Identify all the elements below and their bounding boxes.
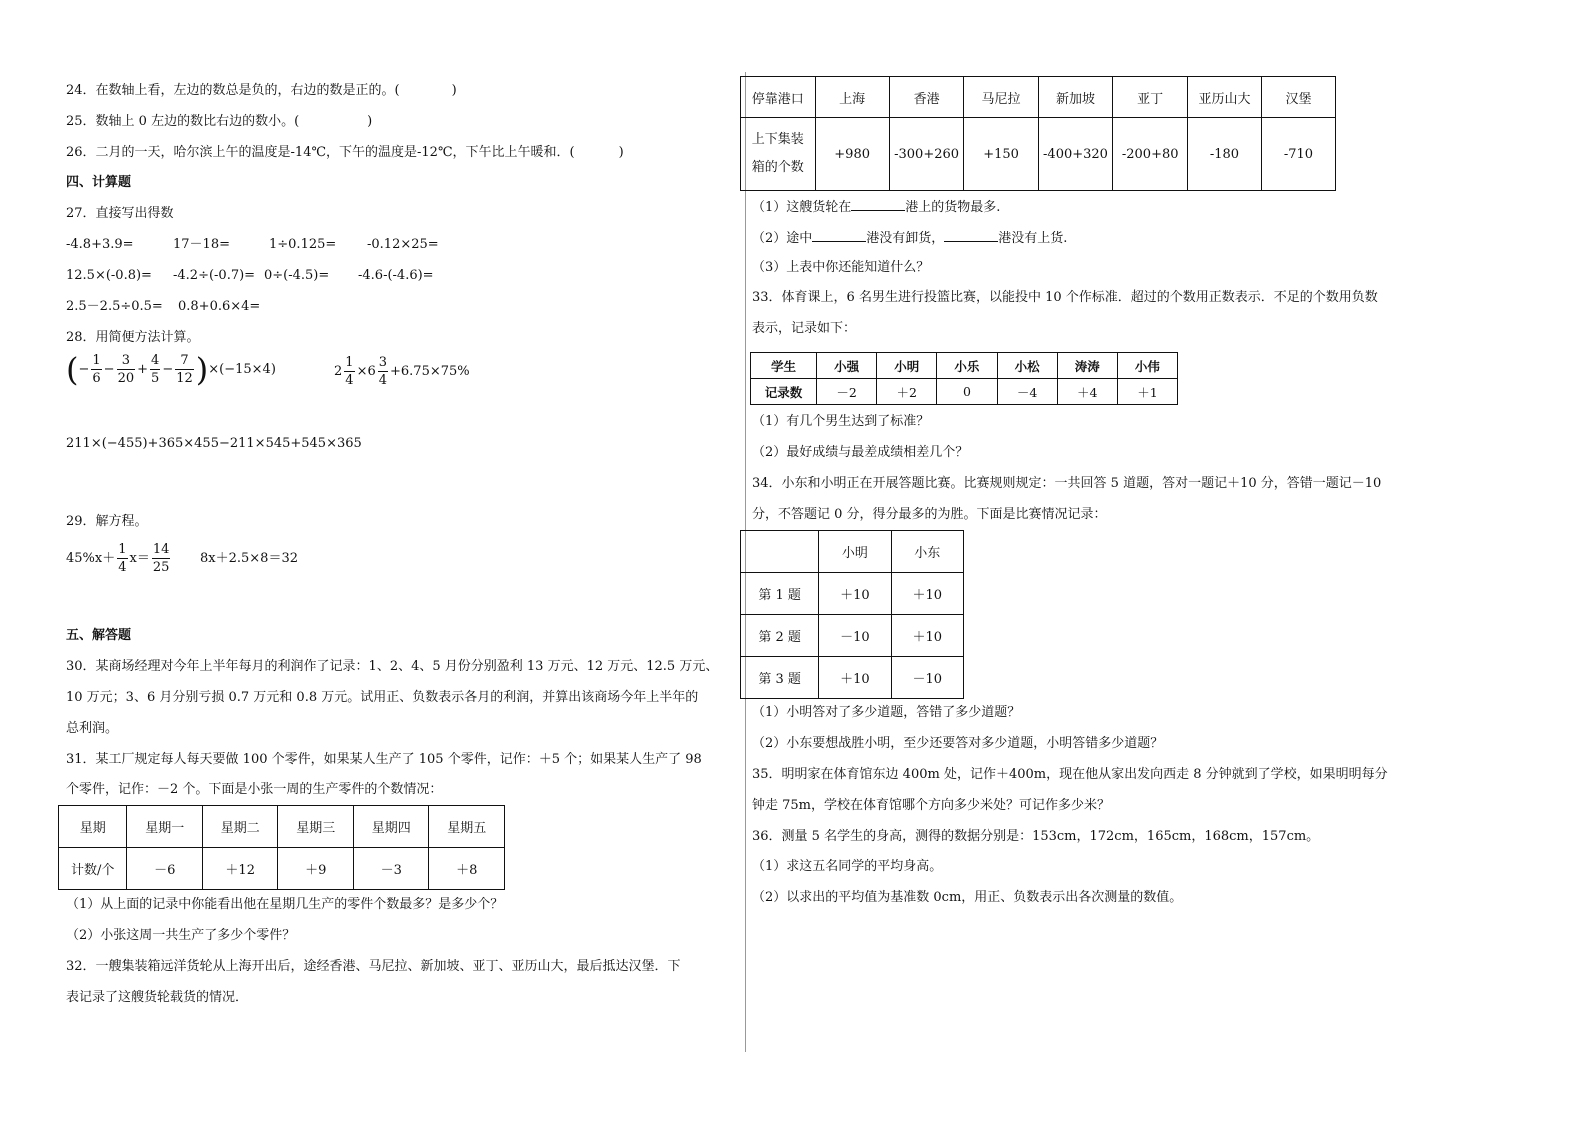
question-34-sub-1: （1）小明答对了多少道题，答错了多少道题？ [752, 705, 1021, 720]
table-cell: 计数/个 [59, 848, 127, 890]
question-29: 29．解方程。 [66, 514, 148, 529]
question-34-line: 34．小东和小明正在开展答题比赛。比赛规则规定：一共回答 5 道题，答对一题记＋10 分，答错一题记－10 [752, 476, 1382, 491]
table-cell: -180 [1187, 118, 1261, 191]
question-32-sub-3: （3）上表中你还能知道什么？ [752, 260, 930, 275]
question-27: 27．直接写出得数 [66, 206, 174, 221]
q27-item: 0.8+0.6×4= [178, 299, 261, 314]
table-cell: －3 [353, 848, 429, 890]
table-cell: 上海 [815, 77, 889, 118]
question-34-sub-2: （2）小东要想战胜小明，至少还要答对多少道题，小明答错多少道题？ [752, 736, 1164, 751]
q33-basketball-table [750, 352, 1178, 405]
question-33-sub-2: （2）最好成绩与最差成绩相差几个？ [752, 445, 969, 460]
q29-equation-1: 45%x＋ $\frac{1}{4}$ x＝ $\frac{14}{25}$ [66, 542, 170, 575]
table-cell: 上下集装 箱的个数 [741, 118, 816, 191]
table-cell: 小松 [997, 353, 1057, 379]
q27-item: 1÷0.125= [269, 237, 337, 252]
table-cell: ＋10 [819, 573, 891, 615]
table-row [741, 77, 1336, 118]
q28-expression-3: 211×(−455)+365×455−211×545+545×365 [66, 436, 362, 451]
question-24: 24．在数轴上看，左边的数总是负的，右边的数是正的。( ) [66, 83, 457, 98]
question-32-sub-1: （1）这艘货轮在 港上的货物最多. [752, 196, 1000, 218]
table-cell: 0 [937, 379, 997, 405]
table-cell: -200+80 [1113, 118, 1188, 191]
q31-production-table [58, 805, 505, 890]
table-cell: －10 [819, 615, 891, 657]
question-28: 28．用简便方法计算。 [66, 330, 200, 345]
q27-item: -0.12×25= [367, 237, 439, 252]
table-row [741, 118, 1336, 191]
table-cell: －10 [891, 657, 963, 699]
question-30-line: 10 万元；3、6 月分别亏损 0.7 万元和 0.8 万元。试用正、负数表示各月的利润，并算出该商场今年上半年的 [66, 690, 699, 705]
table-cell: 星期五 [429, 806, 505, 848]
q27-item: 12.5×(-0.8)= [66, 268, 152, 283]
table-cell: +150 [964, 118, 1038, 191]
section-heading-calc: 四、计算题 [66, 175, 132, 190]
table-cell: 涛涛 [1057, 353, 1117, 379]
table-cell: -710 [1261, 118, 1335, 191]
table-cell: ＋9 [278, 848, 354, 890]
q32-cargo-table [740, 76, 1336, 191]
question-31-sub-1: （1）从上面的记录中你能看出他在星期几生产的零件个数最多？是多少个？ [66, 897, 504, 912]
table-cell: ＋12 [202, 848, 278, 890]
table-cell: 小强 [817, 353, 877, 379]
q29-equation-2: 8x＋2.5×8＝32 [200, 551, 298, 566]
table-row [59, 806, 505, 848]
question-32-line: 表记录了这艘货轮载货的情况． [66, 990, 249, 1005]
question-33-sub-1: （1）有几个男生达到了标准？ [752, 414, 930, 429]
q27-item: -4.6-(-4.6)= [358, 268, 434, 283]
question-30-line: 总利润。 [66, 721, 119, 736]
table-cell: ＋2 [877, 379, 937, 405]
table-cell: +980 [815, 118, 889, 191]
table-cell: 第 1 题 [741, 573, 819, 615]
table-cell: 亚历山大 [1187, 77, 1261, 118]
question-33-line: 33．体育课上，6 名男生进行投篮比赛，以能投中 10 个作标准．超过的个数用正数表示．不足的个数用负数 [752, 290, 1378, 305]
table-cell: 小乐 [937, 353, 997, 379]
table-cell: ＋4 [1057, 379, 1117, 405]
table-row [751, 379, 1178, 405]
table-row [741, 615, 964, 657]
q27-item: -4.2÷(-0.7)= [173, 268, 256, 283]
table-cell: 香港 [889, 77, 964, 118]
question-31-line: 31．某工厂规定每人每天要做 100 个零件，如果某人生产了 105 个零件，记作：＋5 个；如果某人生产了 98 [66, 752, 702, 767]
table-cell: 星期二 [202, 806, 278, 848]
table-cell: －4 [997, 379, 1057, 405]
q27-item: 2.5－2.5÷0.5= [66, 299, 163, 314]
question-31-line: 个零件，记作：－2 个。下面是小张一周的生产零件的个数情况： [66, 782, 443, 797]
table-cell: 小伟 [1117, 353, 1177, 379]
question-34-line: 分，不答题记 0 分，得分最多的为胜。下面是比赛情况记录： [752, 507, 1107, 522]
table-cell: 马尼拉 [964, 77, 1038, 118]
q28-expression-1: (− $\frac{1}{6}$ − $\frac{3}{20}$ + $\frac{4}{5}$ − $\frac{7}{12}$ )×(−15×4) [66, 350, 276, 389]
question-33-line: 表示，记录如下： [752, 321, 857, 336]
q27-item: 0÷(-4.5)= [264, 268, 330, 283]
table-cell: ＋10 [891, 615, 963, 657]
table-cell: 星期 [59, 806, 127, 848]
question-30-line: 30．某商场经理对今年上半年每月的利润作了记录：1、2、4、5 月份分别盈利 13 万元、12 万元、12.5 万元、 [66, 659, 719, 674]
table-cell: 星期三 [278, 806, 354, 848]
table-cell: 小明 [877, 353, 937, 379]
question-25: 25．数轴上 0 左边的数比右边的数小。( ) [66, 114, 373, 129]
question-36-sub-2: （2）以求出的平均值为基准数 0cm，用正、负数表示出各次测量的数值。 [752, 890, 1183, 905]
table-cell: ＋10 [891, 573, 963, 615]
table-row [741, 657, 964, 699]
table-cell: 第 3 题 [741, 657, 819, 699]
question-35-line: 35．明明家在体育馆东边 400m 处，记作＋400m，现在他从家出发向西走 8 分钟就到了学校，如果明明每分 [752, 767, 1388, 782]
table-row [741, 573, 964, 615]
q27-item: -4.8+3.9= [66, 237, 134, 252]
table-row [751, 353, 1178, 379]
table-cell: ＋10 [819, 657, 891, 699]
question-31-sub-2: （2）小张这周一共生产了多少个零件？ [66, 928, 296, 943]
table-cell: 学生 [751, 353, 817, 379]
question-36: 36．测量 5 名学生的身高，测得的数据分别是：153cm，172cm，165cm，168cm，157cm。 [752, 829, 1320, 844]
table-cell: ＋1 [1117, 379, 1177, 405]
table-cell: 星期四 [353, 806, 429, 848]
table-cell: 汉堡 [1261, 77, 1335, 118]
question-36-sub-1: （1）求这五名同学的平均身高。 [752, 859, 943, 874]
q28-expression-2: 2 $\frac{1}{4}$ ×6 $\frac{3}{4}$ +6.75×75% [334, 355, 470, 388]
table-row [59, 848, 505, 890]
q34-quiz-table [740, 530, 964, 699]
table-cell: 亚丁 [1113, 77, 1188, 118]
table-cell: 停靠港口 [741, 77, 816, 118]
table-cell: 小明 [819, 531, 891, 573]
table-cell: 记录数 [751, 379, 817, 405]
table-row [741, 531, 964, 573]
table-cell: 第 2 题 [741, 615, 819, 657]
question-26: 26．二月的一天，哈尔滨上午的温度是-14℃，下午的温度是-12℃，下午比上午暖和．( ) [66, 145, 624, 160]
table-cell: －2 [817, 379, 877, 405]
table-cell: -400+320 [1038, 118, 1113, 191]
table-cell: 新加坡 [1038, 77, 1113, 118]
table-cell: 星期一 [127, 806, 203, 848]
section-heading-answers: 五、解答题 [66, 628, 132, 643]
table-cell: ＋8 [429, 848, 505, 890]
table-cell [741, 531, 819, 573]
question-35-line: 钟走 75m，学校在体育馆哪个方向多少米处？可记作多少米？ [752, 798, 1111, 813]
question-32-sub-2: （2）途中 港没有卸货， 港没有上货. [752, 227, 1067, 249]
question-32-line: 32．一艘集装箱远洋货轮从上海开出后，途经香港、马尼拉、新加坡、亚丁、亚历山大，最后抵达汉堡．下 [66, 959, 681, 974]
table-cell: 小东 [891, 531, 963, 573]
q27-item: 17－18= [173, 237, 230, 252]
table-cell: -300+260 [889, 118, 964, 191]
table-cell: －6 [127, 848, 203, 890]
